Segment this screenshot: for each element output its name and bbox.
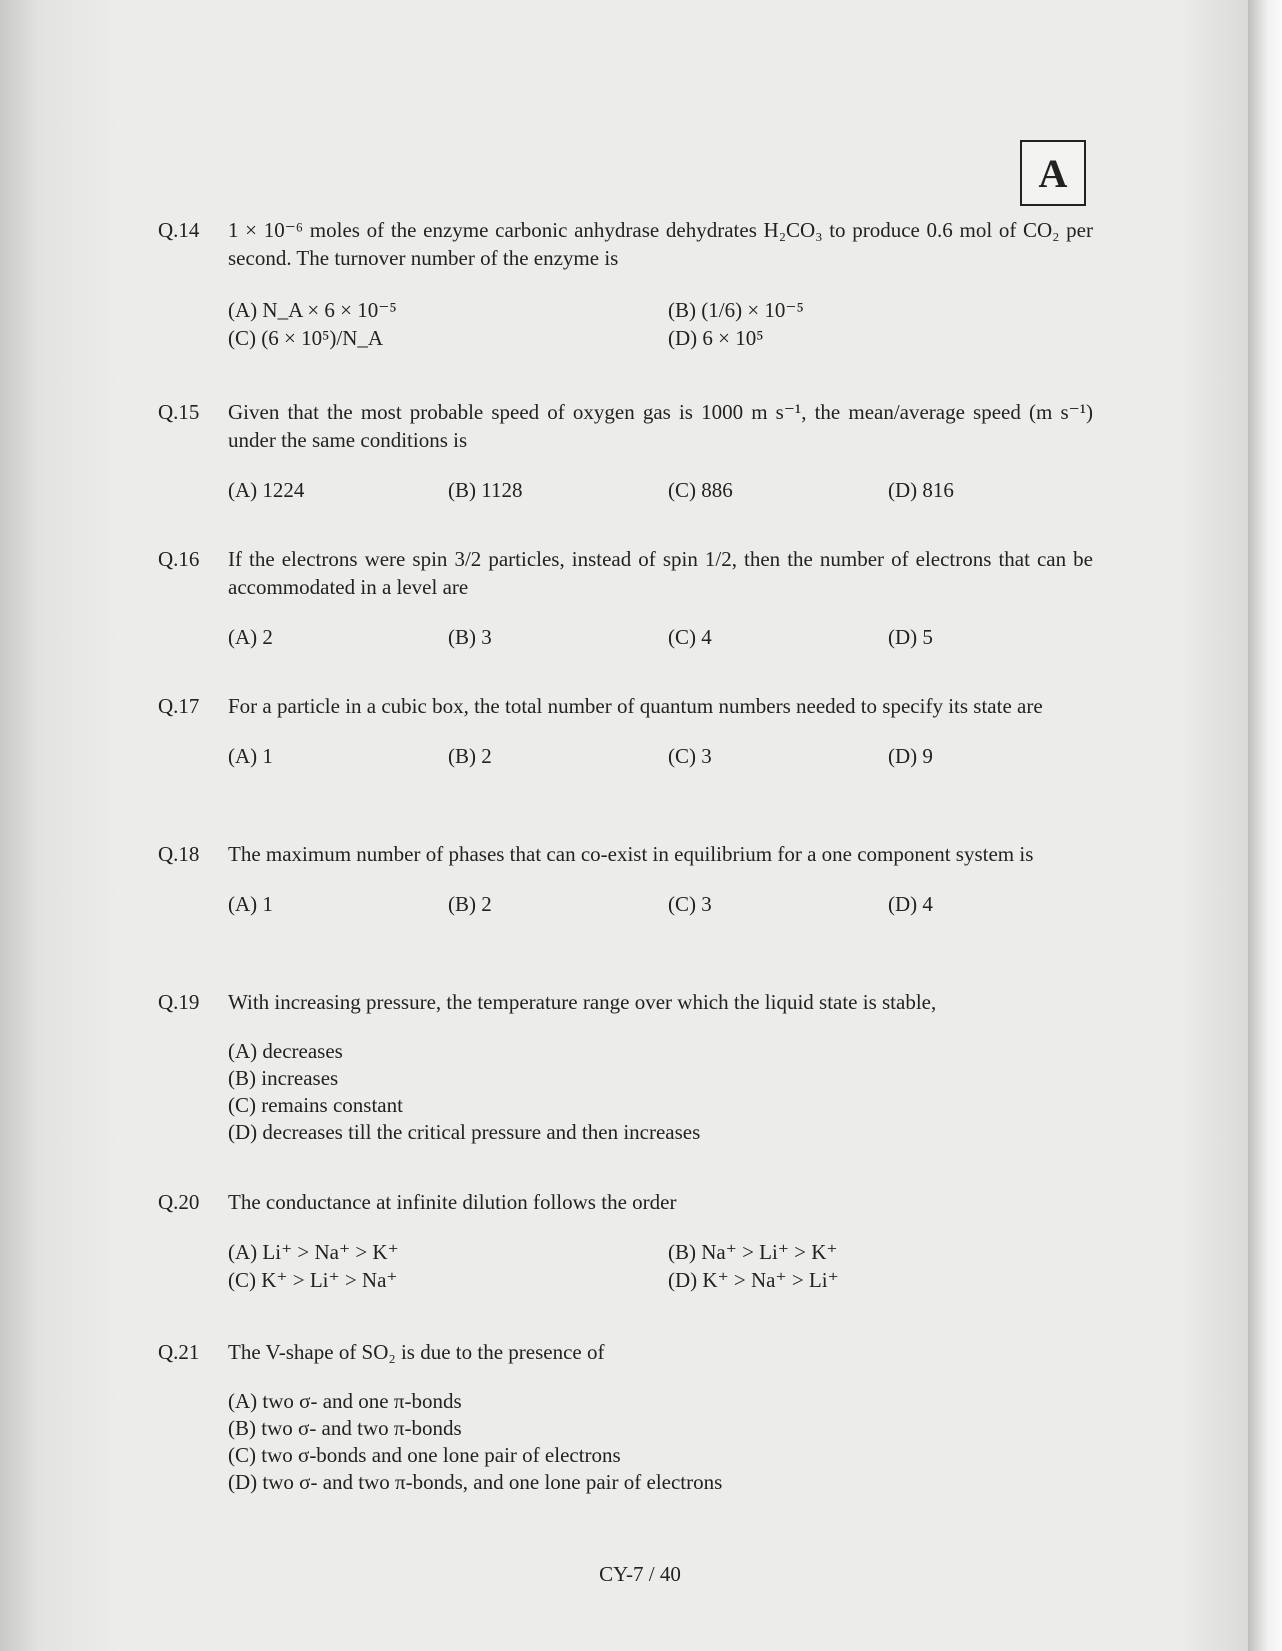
page-footer: CY-7 / 40 [599,1562,681,1586]
option-c: (C) K⁺ > Li⁺ > Na⁺ [228,1268,398,1292]
options [228,1038,1093,1146]
question-16 [158,545,1093,651]
option-a: (A) Li⁺ > Na⁺ > K⁺ [228,1240,399,1264]
option-d: (D) K⁺ > Na⁺ > Li⁺ [668,1268,839,1292]
options [228,1238,1093,1294]
option-c: (C) 3 [668,744,712,768]
option-b: (B) two σ- and two π-bonds [228,1416,462,1440]
question-number: Q.18 [158,842,200,866]
option-b: (B) 3 [448,625,492,649]
option-a: (A) N_A × 6 × 10⁻⁵ [228,298,397,322]
option-b: (B) 2 [448,892,492,916]
question-text: For a particle in a cubic box, the total number of quantum numbers needed to specify its state are [228,694,1043,718]
question-18 [158,840,1093,918]
question-number: Q.17 [158,694,200,718]
option-b: (B) 2 [448,744,492,768]
option-c: (C) 886 [668,478,733,502]
question-text: The V-shape of SO₂ is due to the presence of [228,1340,605,1364]
option-c: (C) two σ-bonds and one lone pair of electrons [228,1443,621,1467]
question-number: Q.19 [158,990,200,1014]
options [228,742,1093,770]
option-d: (D) two σ- and two π-bonds, and one lone pair of electrons [228,1470,723,1494]
question-text: The conductance at infinite dilution follows the order [228,1190,677,1214]
option-a: (A) 1 [228,892,273,916]
option-d: (D) 816 [888,478,954,502]
question-number: Q.14 [158,218,200,242]
option-a: (A) decreases [228,1039,343,1063]
option-b: (B) (1/6) × 10⁻⁵ [668,298,804,322]
question-21 [158,1338,1093,1496]
option-a: (A) two σ- and one π-bonds [228,1389,462,1413]
question-17 [158,692,1093,770]
question-text: With increasing pressure, the temperature range over which the liquid state is stable, [228,990,937,1014]
paper-code: A [1038,150,1068,196]
option-a: (A) 1 [228,744,273,768]
options [228,1388,1093,1496]
option-d: (D) 5 [888,625,933,649]
question-text: 1 × 10⁻⁶ moles of the enzyme carbonic anhydrase dehydrates H₂CO₃ to produce 0.6 mol of CO₂ per second. The turnover number of the enzyme is [228,218,1093,270]
option-c: (C) 4 [668,625,712,649]
options [228,890,1093,918]
option-b: (B) 1128 [448,478,523,502]
question-14 [158,216,1093,352]
option-c: (C) remains constant [228,1093,403,1117]
option-b: (B) Na⁺ > Li⁺ > K⁺ [668,1240,838,1264]
question-text: The maximum number of phases that can co-exist in equilibrium for a one component system is [228,842,1034,866]
question-number: Q.16 [158,547,200,571]
question-15 [158,398,1093,504]
option-d: (D) 4 [888,892,933,916]
question-text: Given that the most probable speed of oxygen gas is 1000 m s⁻¹, the mean/average speed (m s⁻¹) under the same conditions is [228,400,1093,452]
question-number: Q.20 [158,1190,200,1214]
option-c: (C) (6 × 10⁵)/N_A [228,326,384,350]
paper-code-box [1020,140,1086,206]
question-number: Q.15 [158,400,200,424]
option-c: (C) 3 [668,892,712,916]
option-a: (A) 1224 [228,478,305,502]
options [228,623,1093,651]
option-d: (D) decreases till the critical pressure and then increases [228,1120,701,1144]
question-number: Q.21 [158,1340,200,1364]
question-text: If the electrons were spin 3/2 particles, instead of spin 1/2, then the number of electrons that can be accommodated in a level are [228,547,1093,599]
option-b: (B) increases [228,1066,339,1090]
options [228,476,1093,504]
question-20 [158,1188,1093,1294]
options [228,296,1093,352]
question-19 [158,988,1093,1146]
option-d: (D) 6 × 10⁵ [668,326,764,350]
option-d: (D) 9 [888,744,933,768]
option-a: (A) 2 [228,625,273,649]
